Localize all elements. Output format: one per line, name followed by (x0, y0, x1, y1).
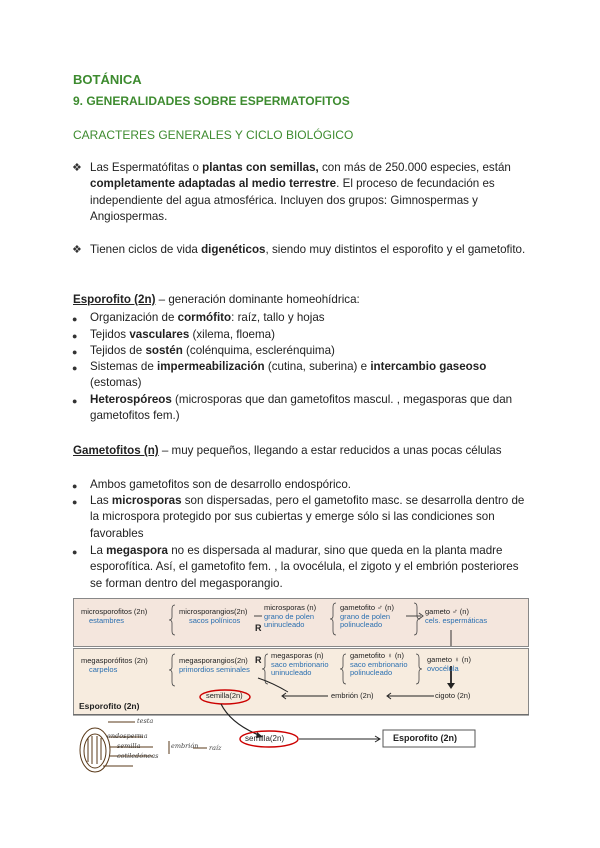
gametofitos-item: ● Las microsporas son dispersadas, pero el gametofito masc. se desarrolla dentro de la microspora protegido por sus cubiertas y emerge sólo si las condiciones son favorables (72, 494, 525, 540)
sketch-label: embrión (171, 742, 199, 750)
sketch-label: endosperma (107, 732, 148, 740)
esporofito-item: ● Tejidos de sostén (colénquima, esclerénquima) (72, 344, 335, 357)
chapter-title: 9. GENERALIDADES SOBRE ESPERMATOFITOS (73, 94, 350, 108)
intro-item: ❖ Las Espermatófitas o plantas con semillas, con más de 250.000 especies, están completamente adaptadas al medio terrestre. El proceso de fecundación es independiente del agua atmosférica. Incluyen dos grupos: Gimnospermas y Angiospermas. (72, 161, 511, 224)
sketch-label: semilla (117, 742, 141, 750)
sketch-label: raíz (209, 744, 222, 752)
esporofito-item: ● Tejidos vasculares (xilema, floema) (72, 328, 275, 341)
esporofito-heading: Esporofito (2n) – generación dominante homeohídrica: (73, 293, 360, 306)
intro-item: ❖ Tienen ciclos de vida digenéticos, siendo muy distintos el esporofito y el gametofito. (72, 243, 526, 256)
microsporofitos: microsporofitos (2n) estambres (81, 607, 148, 625)
gameto-masculino: gameto ♂ (n) cels. espermáticas (425, 607, 488, 625)
embrion: embrión (2n) (331, 691, 374, 700)
gameto-femenino: gameto ♀ (n) ovocélula (427, 655, 471, 673)
semilla-in: semilla(2n) (206, 691, 243, 700)
gametofitos-item: ● La megaspora no es dispersada al madurar, sino que queda en la planta madre esporofítica. Así, el gametofito fem. , la ovocélula, el zigoto y el embrión posteriores se forman dentro del megasporangio. (72, 544, 519, 590)
section-title: CARACTERES GENERALES Y CICLO BIOLÓGICO (73, 128, 354, 142)
document-title: BOTÁNICA (73, 72, 142, 87)
gametofito-masculino: gametofito ♂ (n) grano de polen polinucleado (340, 603, 394, 629)
life-cycle-diagram (73, 598, 529, 790)
sketch-label: cotiledóneas (117, 752, 159, 760)
megasporangios: megasporangios(2n) primordios seminales (179, 656, 250, 674)
semilla-out: semilla(2n) (245, 734, 285, 743)
meiosis-r: R (255, 623, 262, 633)
gametofitos-heading: Gametofitos (n) – muy pequeños, llegando a estar reducidos a unas pocas células (73, 444, 502, 457)
esporofito-item: ● Organización de cormófito: raíz, tallo y hojas (72, 311, 325, 324)
cigoto: cigoto (2n) (435, 691, 471, 700)
megasporofitos: megasporófitos (2n) carpelos (81, 656, 148, 674)
esporofito-item: ● Heterospóreos (microsporas que dan gametofitos mascul. , megasporas que dan gametofitos fem.) (72, 393, 513, 423)
megasporas: megasporas (n) saco embrionario uninucleado (271, 651, 329, 677)
esporofito-label: Esporofito (2n) (79, 701, 140, 711)
esporofito-item: ● Sistemas de impermeabilización (cutina, suberina) e intercambio gaseoso (estomas) (72, 360, 487, 390)
meiosis-r-2: R (255, 655, 262, 665)
microsporas: microsporas (n) grano de polen uninucleado (264, 603, 317, 629)
sketch-label: testa (137, 717, 154, 725)
gametofitos-item: ● Ambos gametofitos son de desarrollo endospórico. (72, 478, 352, 491)
esporofito-out: Esporofito (2n) (393, 733, 457, 743)
gametofito-femenino: gametofito ♀ (n) saco embrionario polinucleado (350, 651, 408, 677)
microsporangios: microsporangios(2n) sacos polínicos (179, 607, 248, 625)
